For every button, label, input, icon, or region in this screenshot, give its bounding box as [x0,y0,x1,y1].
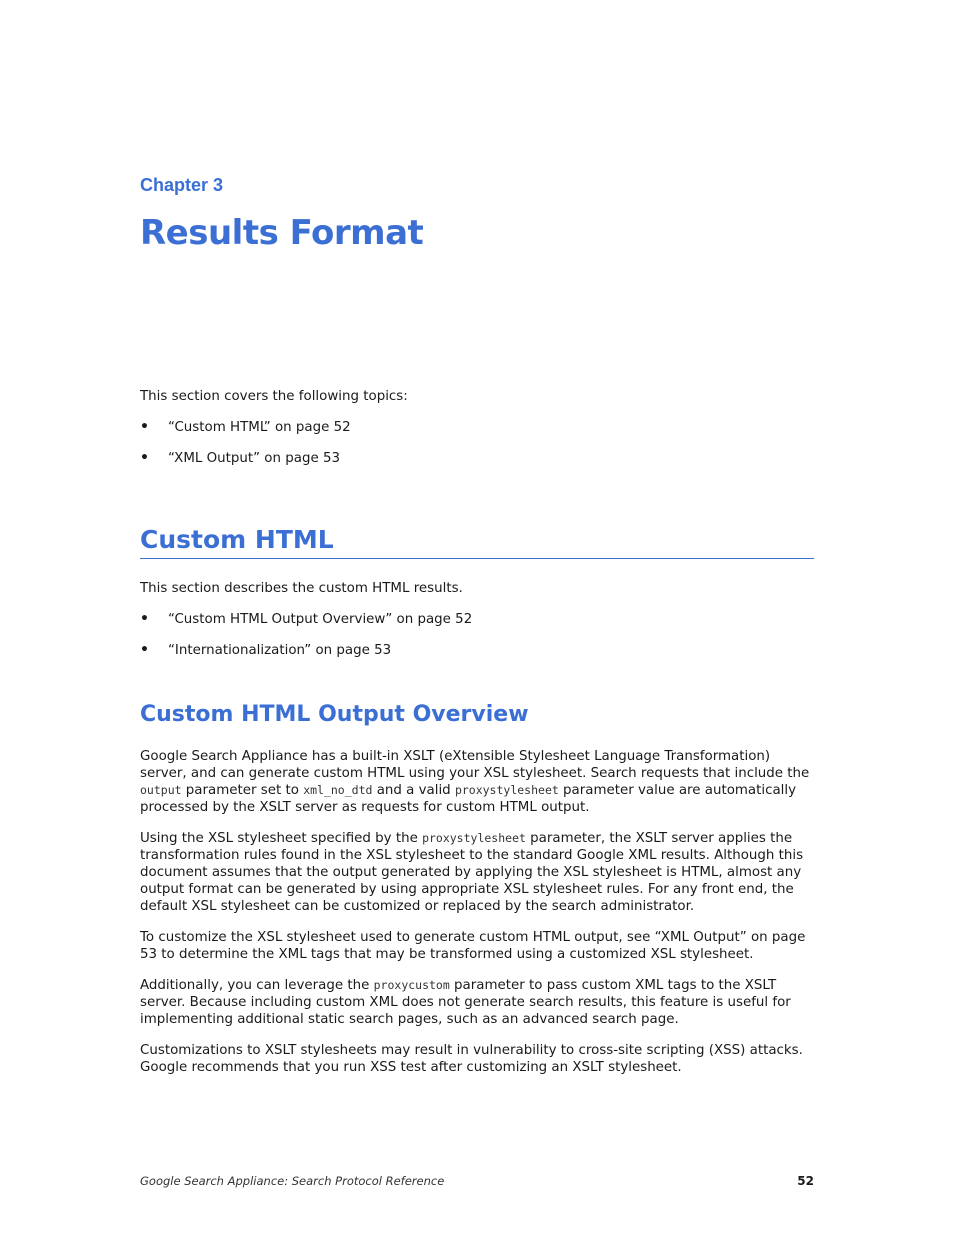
chapter-label: Chapter 3 [140,175,224,195]
overview-paragraph-2 [140,830,814,915]
subsection-heading-output-overview: Custom HTML Output Overview [140,702,529,727]
topic-link-custom-html[interactable]: • “Custom HTML” on page 52 [140,419,814,436]
intro-topic-list [140,419,814,467]
overview-paragraph-4 [140,977,814,1028]
code-output: output [140,783,182,797]
footer-document-title: Google Search Appliance: Search Protocol Reference [140,1174,445,1188]
overview-paragraph-1 [140,748,814,816]
chapter-title: Results Format [140,213,424,253]
section-heading-custom-html: Custom HTML [140,525,814,559]
text-run: parameter, the XSLT server applies the transformation rules found in the XSL stylesheet to the standard Google XML results. Although this document assumes that the output generated by applying the XSL stylesheet is HTML, almost any output format can be generated by using appropriate XSL stylesheet rules. For any front end, the default XSL stylesheet can be customized or replaced by the search administrator. [140,831,804,914]
custom-html-topic-list [140,611,814,659]
text-run: parameter set to [181,783,304,798]
text-run: Additionally, you can leverage the [140,978,374,993]
intro-lead: This section covers the following topics: [140,389,408,404]
overview-body [140,748,814,1076]
code-proxycustom: proxycustom [373,978,450,992]
text-run: parameter to pass custom XML tags to the XSLT server. Because including custom XML does not generate search results, this feature is useful for implementing additional static search pages, such as an advanced search page. [140,978,791,1027]
text-run: and a valid [372,783,455,798]
text-run: parameter value are automatically processed by the XSLT server as requests for custom HTML output. [140,783,797,815]
code-proxystylesheet: proxystylesheet [422,831,526,845]
custom-html-lead: This section describes the custom HTML results. [140,581,463,596]
custom-html-section [140,580,814,659]
code-xml-no-dtd: xml_no_dtd [303,783,373,797]
text-run: Google Search Appliance has a built-in XSLT (eXtensible Stylesheet Language Transformation) server, and can generate custom HTML using your XSL stylesheet. Search requests that include the [140,749,810,781]
text-run: Using the XSL stylesheet specified by the [140,831,423,846]
intro-section [140,388,814,467]
footer-page-number: 52 [797,1174,814,1188]
topic-link-internationalization[interactable]: • “Internationalization” on page 53 [140,642,814,659]
code-proxystylesheet: proxystylesheet [454,783,559,797]
topic-link-xml-output[interactable]: • “XML Output” on page 53 [140,450,814,467]
overview-paragraph-5: Customizations to XSLT stylesheets may result in vulnerability to cross-site scripting (XSS) attacks. Google recommends that you run XSS test after customizing an XSLT stylesheet. [140,1043,803,1075]
topic-link-output-overview[interactable]: • “Custom HTML Output Overview” on page 52 [140,611,814,628]
overview-paragraph-3: To customize the XSL stylesheet used to generate custom HTML output, see “XML Output” on page 53 to determine the XML tags that may be transformed using a customized XSL stylesheet. [140,930,806,962]
